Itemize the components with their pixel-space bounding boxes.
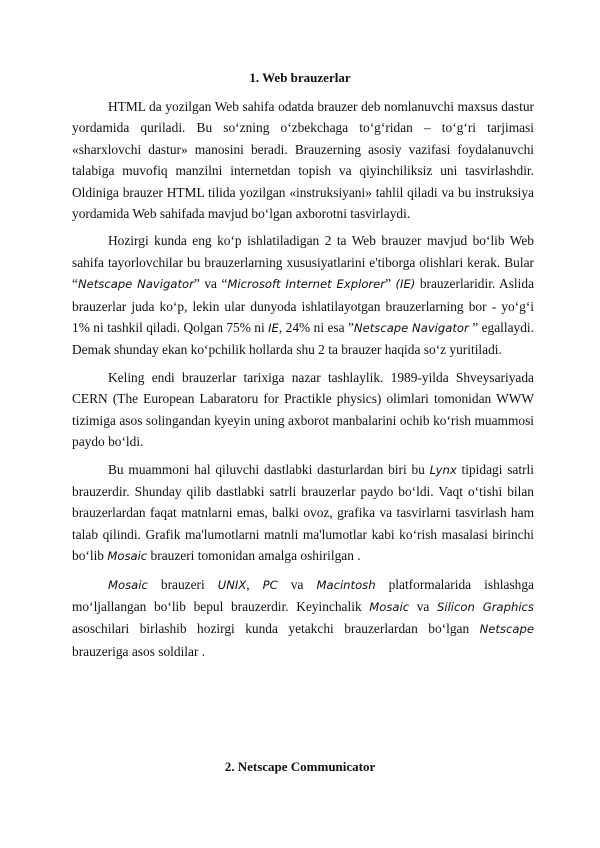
text-span: ” va “ [193,276,228,292]
document-body [72,96,534,668]
term-macintosh: Macintosh [316,577,376,592]
paragraph-5 [72,574,534,663]
section-heading-netscape-communicator: 2. Netscape Communicator [224,759,376,774]
text-span: Hozirgi kunda eng ko‘p ishlatiladigan 2 ta Web brauzer mavjud bo‘lib Web sahifa tayorlovchilar bu brauzerlarning xususiyatlarini e'tiborga olishlari kerak. Bular “ [72,233,534,292]
text-span: platformalarida ishlashga mo‘ljallangan bo‘lib bepul brauzerdir. Keyinchalik [72,576,534,614]
text-span: brauzeriga asos soldilar . [72,643,206,659]
text-span: asoschilari birlashib hozirgi kunda yetakchi brauzerlardan bo‘lgan [72,621,480,637]
section-heading-web-browsers: 1. Web brauzerlar [249,70,351,85]
term-pc: PC [262,577,278,592]
text-span: ” [385,276,396,292]
term-mosaic-2: Mosaic [369,599,410,614]
term-ie-abbrev: (IE) [395,277,416,292]
term-netscape: Netscape [479,622,534,637]
text-span: Bu muammoni hal qiluvchi dastlabki dasturlardan biri bu [108,461,430,477]
paragraph-1: HTML da yozilgan Web sahifa odatda brauzer deb nomlanuvchi maxsus dastur yordamida quriladi. Bu so‘zning o‘zbekchaga to‘g‘ridan – to‘g‘ri tarjimasi «sharxlovchi dastur» manosini beradi. Brauzerning asosiy vazifasi foydalanuvchi talabiga muvofiq manzilni internetdan topish va qiyinchiliksiz uni tasvirlashdir. Oldiniga brauzer HTML tilida yozilgan «instruksiyani» tahlil qiladi va bu instruksiya yordamida Web sahifada mavjud bo‘lgan axborotni tasvirlaydi. [72,99,534,222]
text-span: va [409,598,437,614]
term-netscape-navigator-2: Netscape Navigator [353,321,469,336]
text-span: ” egallaydi. Demak shunday ekan ko‘pchilik hollarda shu 2 ta brauzer haqida so‘z yuritiladi. [72,320,534,358]
paragraph-2 [72,230,534,360]
term-netscape-navigator: Netscape Navigator [77,277,194,292]
text-span: , [246,576,263,592]
text-span: brauzeri [147,576,218,592]
term-mosaic-start: Mosaic [108,577,148,592]
paragraph-3: Keling endi brauzerlar tarixiga nazar tashlaylik. 1989-yilda Shveysariyada CERN (The European Labaratoru for Practikle physics) olimlari tomonidan WWW tizimiga asos solingandan kyeyin uning axborot manbalarini ochib ko‘rish muammosi paydo bo‘ldi. [72,369,534,450]
text-span: brauzerlaridir. Aslida brauzerlar juda ko‘p, lekin ular dunyoda ishlatilayotgan brauzerlarning bor - yo‘g‘i 1% ni tashkil qiladi. Qolgan 75% ni [72,276,535,336]
text-span: tipidagi satrli brauzerdir. Shunday qilib dastlabki satrli brauzerlar paydo bo‘ldi. Vaqt o‘tishi bilan brauzerlardan faqat matnlarni emas, balki ovoz, grafika va tasvirlarni tasvirlash ham talab qilindi. Grafik ma'lumotlarni matnli ma'lumotlar kabi ko‘rish masalasi birinchi bo‘lib [72,461,534,564]
term-microsoft-ie: Microsoft Internet Explorer [227,277,386,292]
paragraph-4 [72,459,534,568]
term-mosaic: Mosaic [107,549,148,564]
term-ie: IE [268,321,279,336]
text-span: brauzeri tomonidan amalga oshirilgan . [147,548,361,564]
term-silicon-graphics: Silicon Graphics [436,599,534,614]
term-unix: UNIX [217,577,247,592]
term-lynx: Lynx [429,462,457,477]
text-span: va [277,576,317,592]
text-span: , 24% ni esa ” [278,320,354,336]
